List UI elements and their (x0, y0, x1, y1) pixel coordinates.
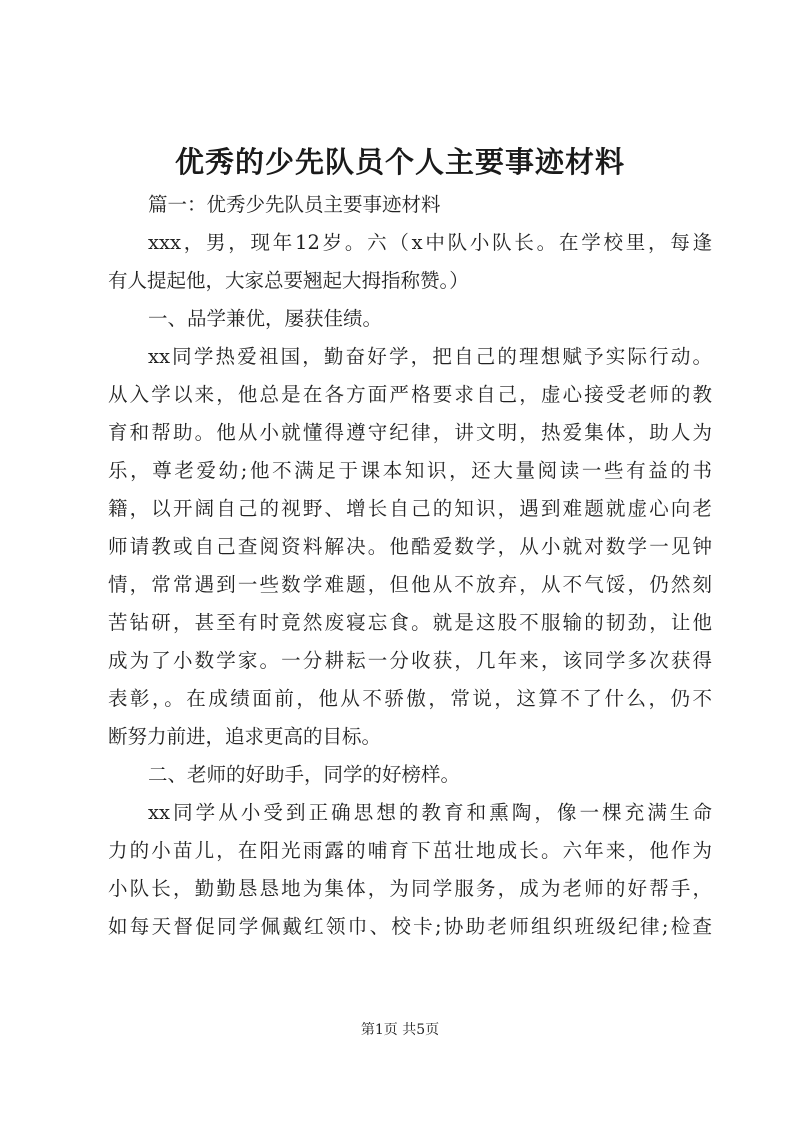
page-number-footer: 第1页 共5页 (360, 1022, 440, 1038)
paragraph-line: xxx，男，现年12岁。六（x中队小队长。在学校里，每逢 (148, 231, 712, 254)
paragraph-line: 如每天督促同学佩戴红领巾、校卡;协助老师组织班级纪律;检查 (108, 915, 712, 938)
document-title: 优秀的少先队员个人主要事迹材料 (174, 145, 625, 179)
paragraph-line: 表彰，。在成绩面前，他从不骄傲，常说，这算不了什么，仍不 (108, 687, 712, 710)
subsection-heading: 二、老师的好助手，同学的好榜样。 (148, 763, 461, 786)
paragraph-line: 小队长，勤勤恳恳地为集体，为同学服务，成为老师的好帮手， (108, 877, 712, 900)
document-body (108, 186, 712, 946)
paragraph-line: 从入学以来，他总是在各方面严格要求自己，虚心接受老师的教 (108, 383, 712, 406)
paragraph-line: 情，常常遇到一些数学难题，但他从不放弃，从不气馁，仍然刻 (108, 573, 712, 596)
paragraph-line: xx同学热爱祖国，勤奋好学，把自己的理想赋予实际行动。 (148, 345, 712, 368)
section-heading: 篇一：优秀少先队员主要事迹材料 (148, 193, 441, 216)
paragraph-line: 成为了小数学家。一分耕耘一分收获，几年来，该同学多次获得 (108, 649, 712, 672)
paragraph-line: 育和帮助。他从小就懂得遵守纪律，讲文明，热爱集体，助人为 (108, 421, 712, 444)
paragraph-line: 苦钻研，甚至有时竟然废寝忘食。就是这股不服输的韧劲，让他 (108, 611, 712, 634)
paragraph-line: 籍，以开阔自己的视野、增长自己的知识，遇到难题就虚心向老 (108, 497, 712, 520)
subsection-heading: 一、品学兼优，屡获佳绩。 (148, 307, 383, 330)
paragraph-line: 乐，尊老爱幼;他不满足于课本知识，还大量阅读一些有益的书 (108, 459, 712, 482)
paragraph-line: xx同学从小受到正确思想的教育和熏陶，像一棵充满生命 (148, 801, 712, 824)
paragraph-line: 断努力前进，追求更高的目标。 (108, 725, 382, 748)
paragraph-line: 有人提起他，大家总要翘起大拇指称赞。） (108, 269, 469, 292)
paragraph-line: 师请教或自己查阅资料解决。他酷爱数学，从小就对数学一见钟 (108, 535, 712, 558)
paragraph-line: 力的小苗儿，在阳光雨露的哺育下茁壮地成长。六年来，他作为 (108, 839, 712, 862)
